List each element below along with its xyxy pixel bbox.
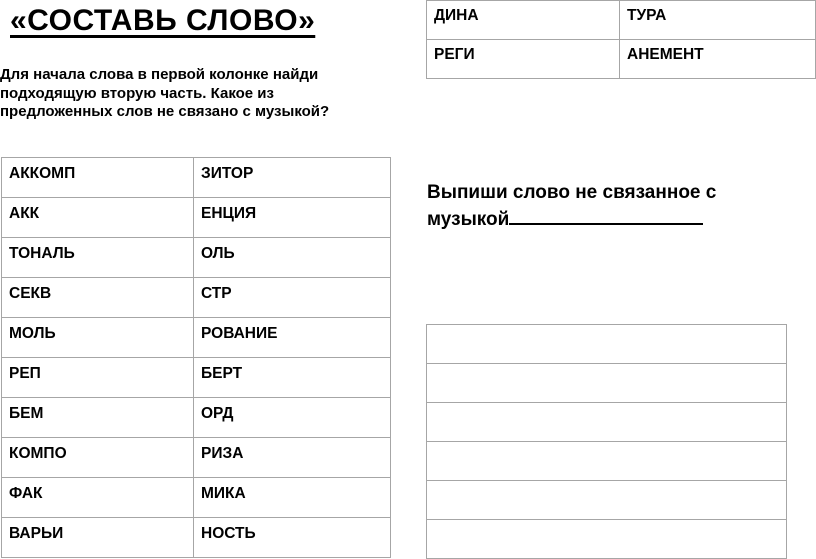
word-end-cell: ОРД [194, 398, 391, 438]
answer-row [427, 325, 787, 364]
table-row [2, 158, 391, 198]
word-end-cell: РИЗА [194, 438, 391, 478]
main-word-table [1, 157, 391, 558]
answer-table [426, 324, 787, 559]
answer-blank-line[interactable] [509, 205, 703, 225]
answer-cell[interactable] [427, 325, 787, 364]
word-start-cell: АКК [2, 198, 194, 238]
word-end-cell: БЕРТ [194, 358, 391, 398]
answer-row [427, 403, 787, 442]
word-end-cell: АНЕМЕНТ [620, 40, 816, 79]
table-row [2, 238, 391, 278]
answer-cell[interactable] [427, 520, 787, 559]
answer-row [427, 442, 787, 481]
word-start-cell: КОМПО [2, 438, 194, 478]
word-end-cell: ОЛЬ [194, 238, 391, 278]
word-start-cell: РЕП [2, 358, 194, 398]
table-row [427, 1, 816, 40]
answer-row [427, 520, 787, 559]
word-start-cell: РЕГИ [427, 40, 620, 79]
word-end-cell: МИКА [194, 478, 391, 518]
table-row [2, 398, 391, 438]
answer-cell[interactable] [427, 442, 787, 481]
answer-row [427, 481, 787, 520]
answer-prompt [427, 181, 727, 231]
table-row [2, 318, 391, 358]
instructions-text: Для начала слова в первой колонке найди подходящую вторую часть. Какое из предложенных слов не связано с музыкой? [0, 66, 330, 120]
word-end-cell: РОВАНИЕ [194, 318, 391, 358]
table-row [2, 278, 391, 318]
answer-cell[interactable] [427, 364, 787, 403]
word-start-cell: МОЛЬ [2, 318, 194, 358]
word-start-cell: ФАК [2, 478, 194, 518]
word-end-cell: ТУРА [620, 1, 816, 40]
word-end-cell: СТР [194, 278, 391, 318]
table-row [2, 358, 391, 398]
word-start-cell: СЕКВ [2, 278, 194, 318]
word-start-cell: АККОМП [2, 158, 194, 198]
table-row [2, 478, 391, 518]
word-start-cell: ВАРЬИ [2, 518, 194, 558]
top-word-table [426, 0, 816, 79]
word-start-cell: ДИНА [427, 1, 620, 40]
word-end-cell: ЗИТОР [194, 158, 391, 198]
word-start-cell: БЕМ [2, 398, 194, 438]
table-row [2, 198, 391, 238]
page-title: «СОСТАВЬ СЛОВО» [10, 4, 316, 37]
word-start-cell: ТОНАЛЬ [2, 238, 194, 278]
answer-cell[interactable] [427, 403, 787, 442]
table-row [2, 438, 391, 478]
answer-row [427, 364, 787, 403]
answer-cell[interactable] [427, 481, 787, 520]
word-end-cell: НОСТЬ [194, 518, 391, 558]
table-row [2, 518, 391, 558]
word-end-cell: ЕНЦИЯ [194, 198, 391, 238]
answer-prompt-text: Выпиши слово не связанное с музыкой [427, 182, 717, 230]
table-row [427, 40, 816, 79]
